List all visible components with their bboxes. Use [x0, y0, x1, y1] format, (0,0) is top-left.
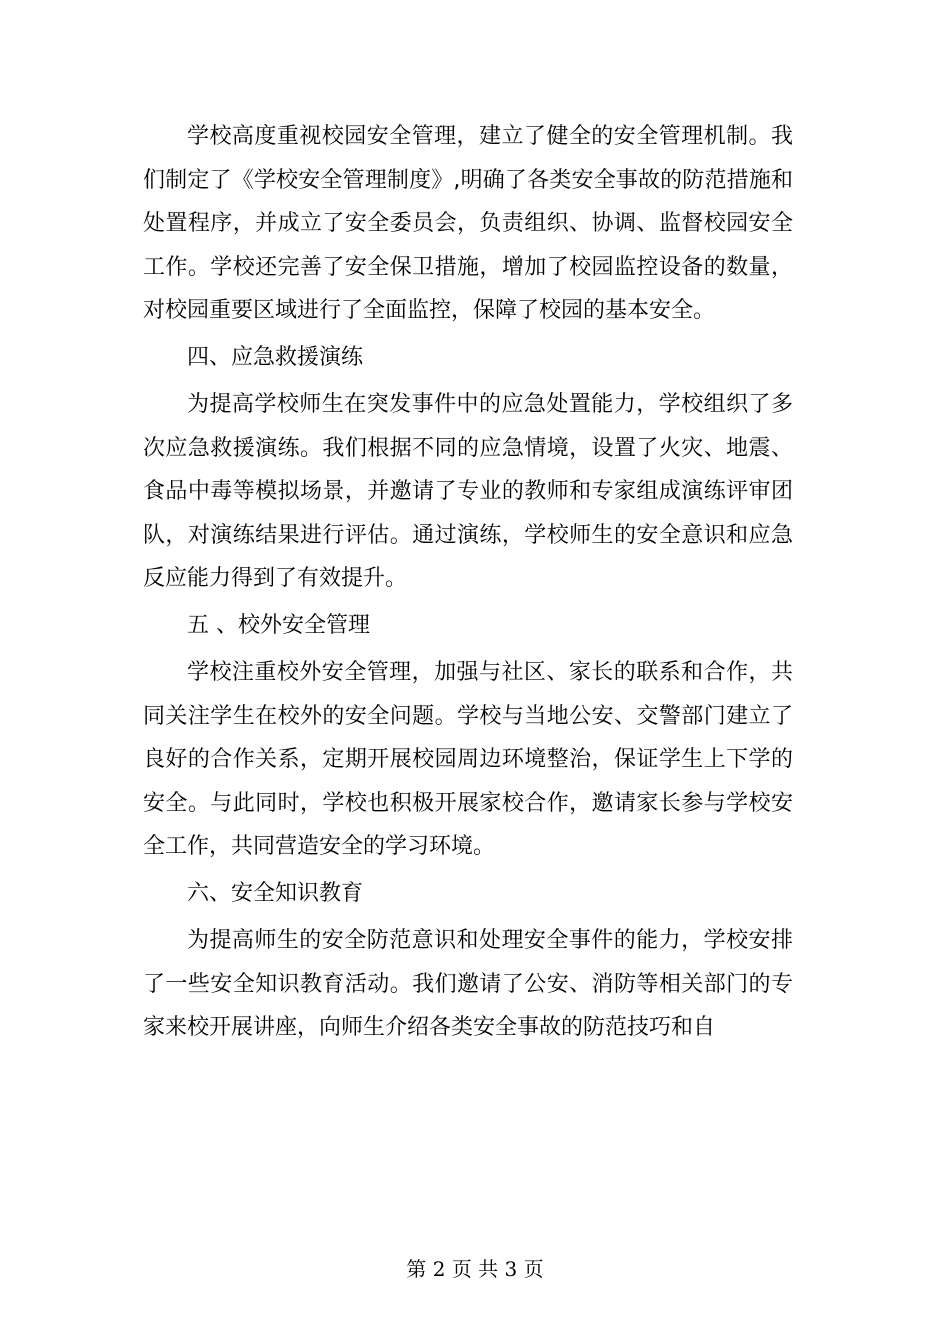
- page-number-footer: 第 2 页 共 3 页: [406, 1257, 544, 1281]
- section-heading: 五 、校外安全管理: [187, 612, 370, 638]
- section-paragraph: 学校注重校外安全管理，加强与社区、家长的联系和合作，共同关注学生在校外的安全问题。学校与当地公安、交警部门建立了良好的合作关系，定期开展校园周边环境整治，保证学生上下学的安全。与此同时，学校也积极开展家校合作，邀请家长参与学校安全工作，共同营造安全的学习环境。: [143, 659, 793, 860]
- document-body: [143, 115, 793, 1050]
- section-paragraph: 为提高学校师生在突发事件中的应急处置能力，学校组织了多次应急救援演练。我们根据不同的应急情境，设置了火灾、地震、食品中毒等模拟场景，并邀请了专业的教师和专家组成演练评审团队，对演练结果进行评估。通过演练，学校师生的安全意识和应急反应能力得到了有效提升。: [143, 391, 793, 592]
- section-emergency-drill: [143, 339, 793, 601]
- section-offcampus-safety: [143, 607, 793, 869]
- section-heading: 四、应急救援演练: [187, 344, 364, 370]
- section-safety-education: [143, 875, 793, 1050]
- section-heading: 六、安全知识教育: [187, 880, 364, 906]
- paragraph-campus-safety: 学校高度重视校园安全管理，建立了健全的安全管理机制。我们制定了《学校安全管理制度》,明确了各类安全事故的防范措施和处置程序，并成立了安全委员会，负责组织、协调、监督校园安全工作。学校还完善了安全保卫措施，增加了校园监控设备的数量，对校园重要区域进行了全面监控，保障了校园的基本安全。: [143, 124, 793, 324]
- section-paragraph: 为提高师生的安全防范意识和处理安全事件的能力，学校安排了一些安全知识教育活动。我们邀请了公安、消防等相关部门的专家来校开展讲座，向师生介绍各类安全事故的防范技巧和自: [143, 927, 793, 1041]
